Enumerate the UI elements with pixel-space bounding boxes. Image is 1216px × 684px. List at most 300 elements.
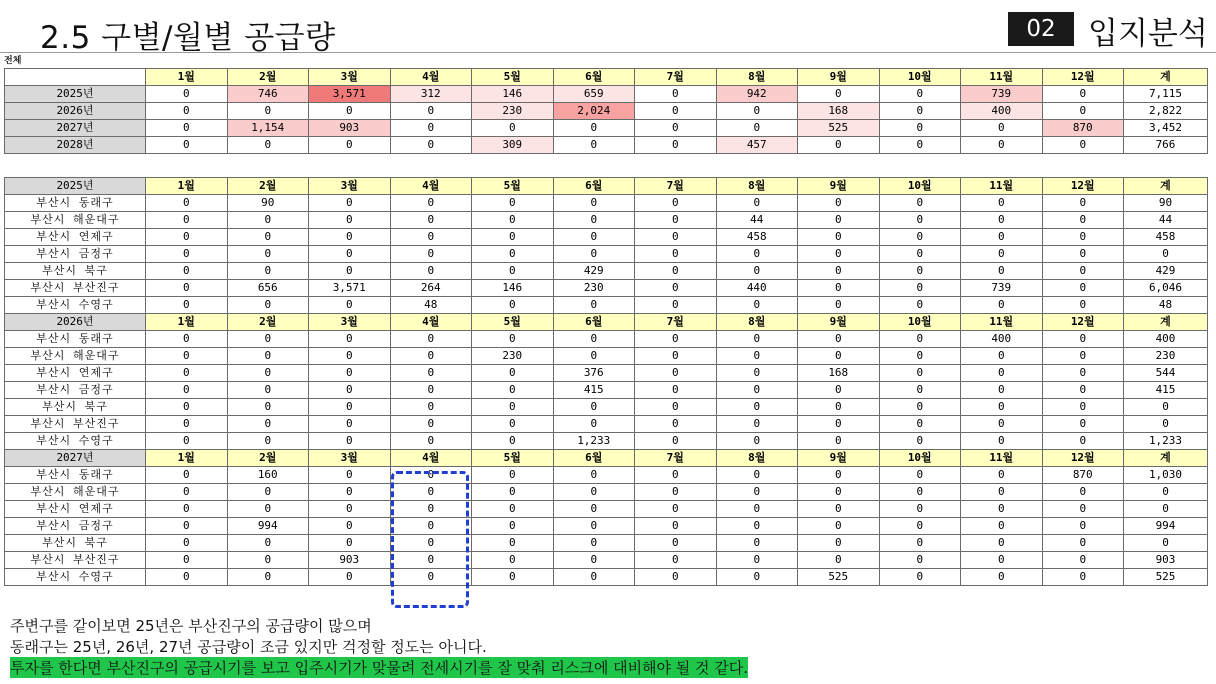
district-name: 부산시 수영구 [5,433,146,450]
note-line-1: 주변구를 같이보면 25년은 부산진구의 공급량이 많으며 [10,617,372,635]
district-value-cell: 0 [227,535,309,552]
district-value-cell: 0 [716,382,798,399]
summary-value-cell: 168 [798,103,880,120]
district-value-cell: 0 [635,501,717,518]
district-value-cell: 656 [227,280,309,297]
district-value-cell: 0 [472,535,554,552]
district-row [5,518,1208,535]
district-value-cell: 0 [1042,382,1124,399]
summary-value-cell: 0 [309,137,391,154]
summary-value-cell: 0 [146,103,228,120]
district-row [5,246,1208,263]
district-value-cell: 0 [146,246,228,263]
district-value-cell: 0 [146,535,228,552]
district-value-cell: 0 [146,229,228,246]
district-row [5,280,1208,297]
district-value-cell: 0 [635,518,717,535]
summary-value-cell: 903 [309,120,391,137]
district-value-cell: 0 [879,348,961,365]
district-total-header: 계 [1124,314,1208,331]
district-month-header: 4월 [390,450,472,467]
district-value-cell: 0 [146,280,228,297]
district-value-cell: 0 [1042,501,1124,518]
district-value-cell: 0 [309,246,391,263]
district-month-header: 11월 [961,178,1043,195]
district-value-cell: 0 [227,348,309,365]
district-value-cell: 0 [1042,263,1124,280]
district-value-cell: 0 [716,195,798,212]
summary-value-cell: 0 [879,103,961,120]
district-value-cell: 0 [635,484,717,501]
summary-value-cell: 0 [553,120,635,137]
district-value-cell: 0 [309,331,391,348]
district-value-cell: 0 [390,569,472,586]
district-name: 부산시 동래구 [5,331,146,348]
district-value-cell: 0 [798,263,880,280]
section-name: 입지분석 [1088,16,1208,52]
district-value-cell: 0 [716,331,798,348]
district-value-cell: 0 [472,195,554,212]
district-value-cell: 0 [879,365,961,382]
district-value-cell: 0 [635,297,717,314]
district-value-cell: 0 [146,552,228,569]
district-value-cell: 525 [798,569,880,586]
district-month-header: 6월 [553,178,635,195]
district-value-cell: 0 [798,535,880,552]
district-row [5,348,1208,365]
district-value-cell: 0 [309,263,391,280]
district-value-cell: 0 [716,433,798,450]
summary-column-header: 10월 [879,69,961,86]
district-value-cell: 0 [390,212,472,229]
district-value-cell: 0 [227,365,309,382]
district-total-cell: 415 [1124,382,1208,399]
district-value-cell: 0 [390,433,472,450]
district-month-header: 5월 [472,450,554,467]
district-month-header: 8월 [716,450,798,467]
district-value-cell: 0 [390,416,472,433]
district-value-cell: 0 [635,399,717,416]
district-value-cell: 0 [472,365,554,382]
district-value-cell: 0 [961,348,1043,365]
district-value-cell: 0 [146,518,228,535]
district-value-cell: 0 [879,467,961,484]
district-value-cell: 0 [472,212,554,229]
district-month-header: 1월 [146,450,228,467]
district-value-cell: 0 [961,212,1043,229]
district-value-cell: 0 [309,195,391,212]
district-month-header: 5월 [472,178,554,195]
district-value-cell: 0 [879,416,961,433]
district-name: 부산시 금정구 [5,246,146,263]
district-value-cell: 0 [390,246,472,263]
district-value-cell: 0 [716,569,798,586]
district-month-header: 12월 [1042,450,1124,467]
district-value-cell: 0 [309,399,391,416]
summary-year-label: 2025년 [5,86,146,103]
district-row [5,331,1208,348]
district-value-cell: 0 [146,365,228,382]
district-value-cell: 0 [227,331,309,348]
summary-value-cell: 0 [390,120,472,137]
district-value-cell: 0 [798,348,880,365]
summary-year-label: 2027년 [5,120,146,137]
district-total-cell: 48 [1124,297,1208,314]
summary-value-cell: 309 [472,137,554,154]
summary-column-header: 12월 [1042,69,1124,86]
district-value-cell: 0 [635,382,717,399]
summary-total-cell: 2,822 [1124,103,1208,120]
summary-column-header: 1월 [146,69,228,86]
district-value-cell: 1,233 [553,433,635,450]
district-row [5,382,1208,399]
district-value-cell: 0 [1042,535,1124,552]
district-value-cell: 0 [390,518,472,535]
district-value-cell: 0 [472,467,554,484]
district-value-cell: 0 [1042,365,1124,382]
summary-total-cell: 3,452 [1124,120,1208,137]
district-value-cell: 0 [961,297,1043,314]
district-value-cell: 0 [961,518,1043,535]
district-value-cell: 0 [879,569,961,586]
district-value-cell: 0 [472,552,554,569]
district-month-header: 1월 [146,314,228,331]
summary-column-header: 9월 [798,69,880,86]
summary-value-cell: 0 [961,137,1043,154]
district-name: 부산시 동래구 [5,467,146,484]
district-value-cell: 0 [472,382,554,399]
district-month-header: 9월 [798,178,880,195]
district-value-cell: 0 [798,399,880,416]
district-month-header: 10월 [879,178,961,195]
district-value-cell: 0 [146,399,228,416]
summary-value-cell: 0 [309,103,391,120]
district-value-cell: 0 [472,433,554,450]
district-value-cell: 0 [553,535,635,552]
district-value-cell: 0 [390,365,472,382]
summary-value-cell: 0 [879,86,961,103]
district-value-cell: 0 [472,518,554,535]
district-value-cell: 0 [798,331,880,348]
district-total-header: 계 [1124,450,1208,467]
district-value-cell: 0 [309,382,391,399]
district-name: 부산시 해운대구 [5,212,146,229]
district-value-cell: 0 [635,229,717,246]
district-value-cell: 0 [635,535,717,552]
district-value-cell: 0 [146,195,228,212]
district-value-cell: 0 [1042,212,1124,229]
district-name: 부산시 연제구 [5,501,146,518]
district-row [5,416,1208,433]
district-value-cell: 0 [227,212,309,229]
district-value-cell: 0 [879,552,961,569]
district-value-cell: 0 [390,484,472,501]
district-total-cell: 0 [1124,535,1208,552]
district-value-cell: 0 [798,195,880,212]
district-total-cell: 0 [1124,501,1208,518]
district-name: 부산시 동래구 [5,195,146,212]
summary-value-cell: 525 [798,120,880,137]
district-month-header: 5월 [472,314,554,331]
district-value-cell: 0 [309,518,391,535]
summary-column-header: 5월 [472,69,554,86]
district-value-cell: 0 [390,263,472,280]
district-value-cell: 0 [553,229,635,246]
summary-value-cell: 1,154 [227,120,309,137]
district-row [5,297,1208,314]
district-row [5,195,1208,212]
district-value-cell: 0 [553,331,635,348]
district-total-cell: 400 [1124,331,1208,348]
district-value-cell: 0 [472,501,554,518]
district-month-header: 2월 [227,314,309,331]
district-name: 부산시 북구 [5,535,146,552]
summary-value-cell: 400 [961,103,1043,120]
district-month-header: 12월 [1042,178,1124,195]
summary-value-cell: 746 [227,86,309,103]
summary-column-header: 4월 [390,69,472,86]
summary-row [5,86,1208,103]
district-value-cell: 0 [961,195,1043,212]
district-value-cell: 0 [635,331,717,348]
district-value-cell: 0 [961,501,1043,518]
summary-value-cell: 0 [1042,86,1124,103]
summary-value-cell: 0 [635,103,717,120]
district-value-cell: 0 [553,484,635,501]
summary-value-cell: 0 [146,86,228,103]
summary-value-cell: 0 [227,103,309,120]
district-value-cell: 168 [798,365,880,382]
summary-value-cell: 942 [716,86,798,103]
district-value-cell: 44 [716,212,798,229]
district-value-cell: 0 [1042,297,1124,314]
district-month-header: 4월 [390,314,472,331]
district-value-cell: 0 [390,229,472,246]
district-value-cell: 0 [146,569,228,586]
district-value-cell: 0 [553,569,635,586]
district-value-cell: 3,571 [309,280,391,297]
district-row [5,535,1208,552]
district-month-header: 7월 [635,450,717,467]
summary-value-cell: 870 [1042,120,1124,137]
district-value-cell: 0 [961,569,1043,586]
summary-value-cell: 3,571 [309,86,391,103]
april-focus-box [391,471,469,608]
district-value-cell: 0 [227,484,309,501]
district-value-cell: 0 [798,416,880,433]
district-total-cell: 0 [1124,399,1208,416]
district-value-cell: 0 [1042,246,1124,263]
summary-value-cell: 739 [961,86,1043,103]
district-value-cell: 0 [309,484,391,501]
district-value-cell: 429 [553,263,635,280]
district-value-cell: 0 [309,229,391,246]
district-section-year: 2027년 [5,450,146,467]
district-value-cell: 0 [961,365,1043,382]
district-value-cell: 0 [553,416,635,433]
district-value-cell: 0 [309,348,391,365]
district-value-cell: 0 [1042,552,1124,569]
district-value-cell: 0 [1042,399,1124,416]
summary-value-cell: 0 [716,120,798,137]
summary-value-cell: 0 [635,86,717,103]
district-row [5,569,1208,586]
district-section-year: 2026년 [5,314,146,331]
district-value-cell: 0 [146,348,228,365]
district-total-cell: 0 [1124,246,1208,263]
summary-value-cell: 0 [146,137,228,154]
summary-column-header: 11월 [961,69,1043,86]
district-row [5,467,1208,484]
district-total-cell: 0 [1124,484,1208,501]
district-value-cell: 0 [879,501,961,518]
district-month-header: 9월 [798,314,880,331]
district-month-header: 12월 [1042,314,1124,331]
district-value-cell: 0 [146,416,228,433]
district-name: 부산시 연제구 [5,229,146,246]
summary-value-cell: 0 [1042,137,1124,154]
district-value-cell: 0 [879,518,961,535]
district-value-cell: 0 [798,212,880,229]
district-value-cell: 0 [390,348,472,365]
district-value-cell: 0 [961,535,1043,552]
district-row [5,484,1208,501]
district-total-cell: 1,233 [1124,433,1208,450]
district-value-cell: 0 [798,382,880,399]
district-row [5,399,1208,416]
district-value-cell: 0 [146,297,228,314]
district-month-header: 2월 [227,450,309,467]
summary-value-cell: 230 [472,103,554,120]
district-section-year: 2025년 [5,178,146,195]
district-value-cell: 0 [309,433,391,450]
district-value-cell: 0 [309,297,391,314]
district-value-cell: 0 [879,535,961,552]
summary-value-cell: 0 [798,86,880,103]
note-line-3-highlighted: 투자를 한다면 부산진구의 공급시기를 보고 입주시기가 맞물려 전세시기를 잘 맞춰 리스크에 대비해야 될 것 같다. [10,659,749,677]
district-value-cell: 0 [961,552,1043,569]
district-value-cell: 0 [879,433,961,450]
district-value-cell: 0 [1042,518,1124,535]
summary-header-row [5,69,1208,86]
district-value-cell: 0 [879,297,961,314]
summary-value-cell: 0 [553,137,635,154]
district-value-cell: 0 [227,399,309,416]
summary-year-label: 2028년 [5,137,146,154]
district-value-cell: 0 [472,297,554,314]
district-value-cell: 0 [716,246,798,263]
district-value-cell: 0 [716,365,798,382]
district-value-cell: 415 [553,382,635,399]
district-value-cell: 0 [390,535,472,552]
district-section-header-row [5,178,1208,195]
district-value-cell: 0 [553,212,635,229]
table-caption: 전체 [4,56,22,66]
district-value-cell: 994 [227,518,309,535]
district-value-cell: 0 [635,467,717,484]
district-value-cell: 0 [716,263,798,280]
district-value-cell: 0 [635,263,717,280]
district-value-cell: 0 [635,246,717,263]
district-value-cell: 0 [716,552,798,569]
district-value-cell: 0 [1042,416,1124,433]
district-name: 부산시 연제구 [5,365,146,382]
district-value-cell: 0 [553,195,635,212]
district-month-header: 11월 [961,450,1043,467]
district-value-cell: 0 [798,297,880,314]
summary-value-cell: 0 [390,137,472,154]
district-value-cell: 264 [390,280,472,297]
district-value-cell: 0 [879,246,961,263]
district-month-header: 1월 [146,178,228,195]
summary-value-cell: 312 [390,86,472,103]
district-value-cell: 0 [961,416,1043,433]
district-month-header: 6월 [553,450,635,467]
district-value-cell: 0 [309,569,391,586]
district-name: 부산시 부산진구 [5,552,146,569]
district-value-cell: 0 [798,501,880,518]
district-value-cell: 0 [146,212,228,229]
district-value-cell: 0 [635,348,717,365]
district-month-header: 3월 [309,314,391,331]
district-value-cell: 0 [472,416,554,433]
district-value-cell: 0 [716,399,798,416]
district-value-cell: 0 [553,399,635,416]
summary-value-cell: 0 [635,137,717,154]
district-value-cell: 0 [716,484,798,501]
district-value-cell: 0 [798,484,880,501]
summary-column-header: 2월 [227,69,309,86]
district-row [5,552,1208,569]
district-value-cell: 0 [227,246,309,263]
summary-column-header: 8월 [716,69,798,86]
summary-total-cell: 7,115 [1124,86,1208,103]
district-value-cell: 0 [798,433,880,450]
district-value-cell: 0 [879,229,961,246]
district-value-cell: 0 [472,331,554,348]
district-month-header: 8월 [716,178,798,195]
district-month-header: 11월 [961,314,1043,331]
district-value-cell: 0 [879,263,961,280]
district-value-cell: 458 [716,229,798,246]
district-value-cell: 90 [227,195,309,212]
district-total-cell: 994 [1124,518,1208,535]
district-row [5,365,1208,382]
district-value-cell: 0 [635,569,717,586]
district-value-cell: 0 [390,501,472,518]
district-value-cell: 0 [146,501,228,518]
header-divider [0,52,1216,53]
district-total-cell: 90 [1124,195,1208,212]
district-value-cell: 0 [961,433,1043,450]
district-name: 부산시 수영구 [5,297,146,314]
district-value-cell: 0 [879,484,961,501]
district-row [5,501,1208,518]
district-value-cell: 0 [390,467,472,484]
district-value-cell: 0 [716,518,798,535]
district-value-cell: 0 [879,280,961,297]
district-month-header: 3월 [309,178,391,195]
district-value-cell: 146 [472,280,554,297]
note-line-2: 동래구는 25년, 26년, 27년 공급량이 조금 있지만 걱정할 정도는 아니다. [10,638,487,656]
district-month-header: 6월 [553,314,635,331]
district-value-cell: 0 [635,433,717,450]
district-value-cell: 0 [553,246,635,263]
district-total-cell: 44 [1124,212,1208,229]
district-total-cell: 6,046 [1124,280,1208,297]
district-value-cell: 0 [309,501,391,518]
district-value-cell: 0 [146,433,228,450]
